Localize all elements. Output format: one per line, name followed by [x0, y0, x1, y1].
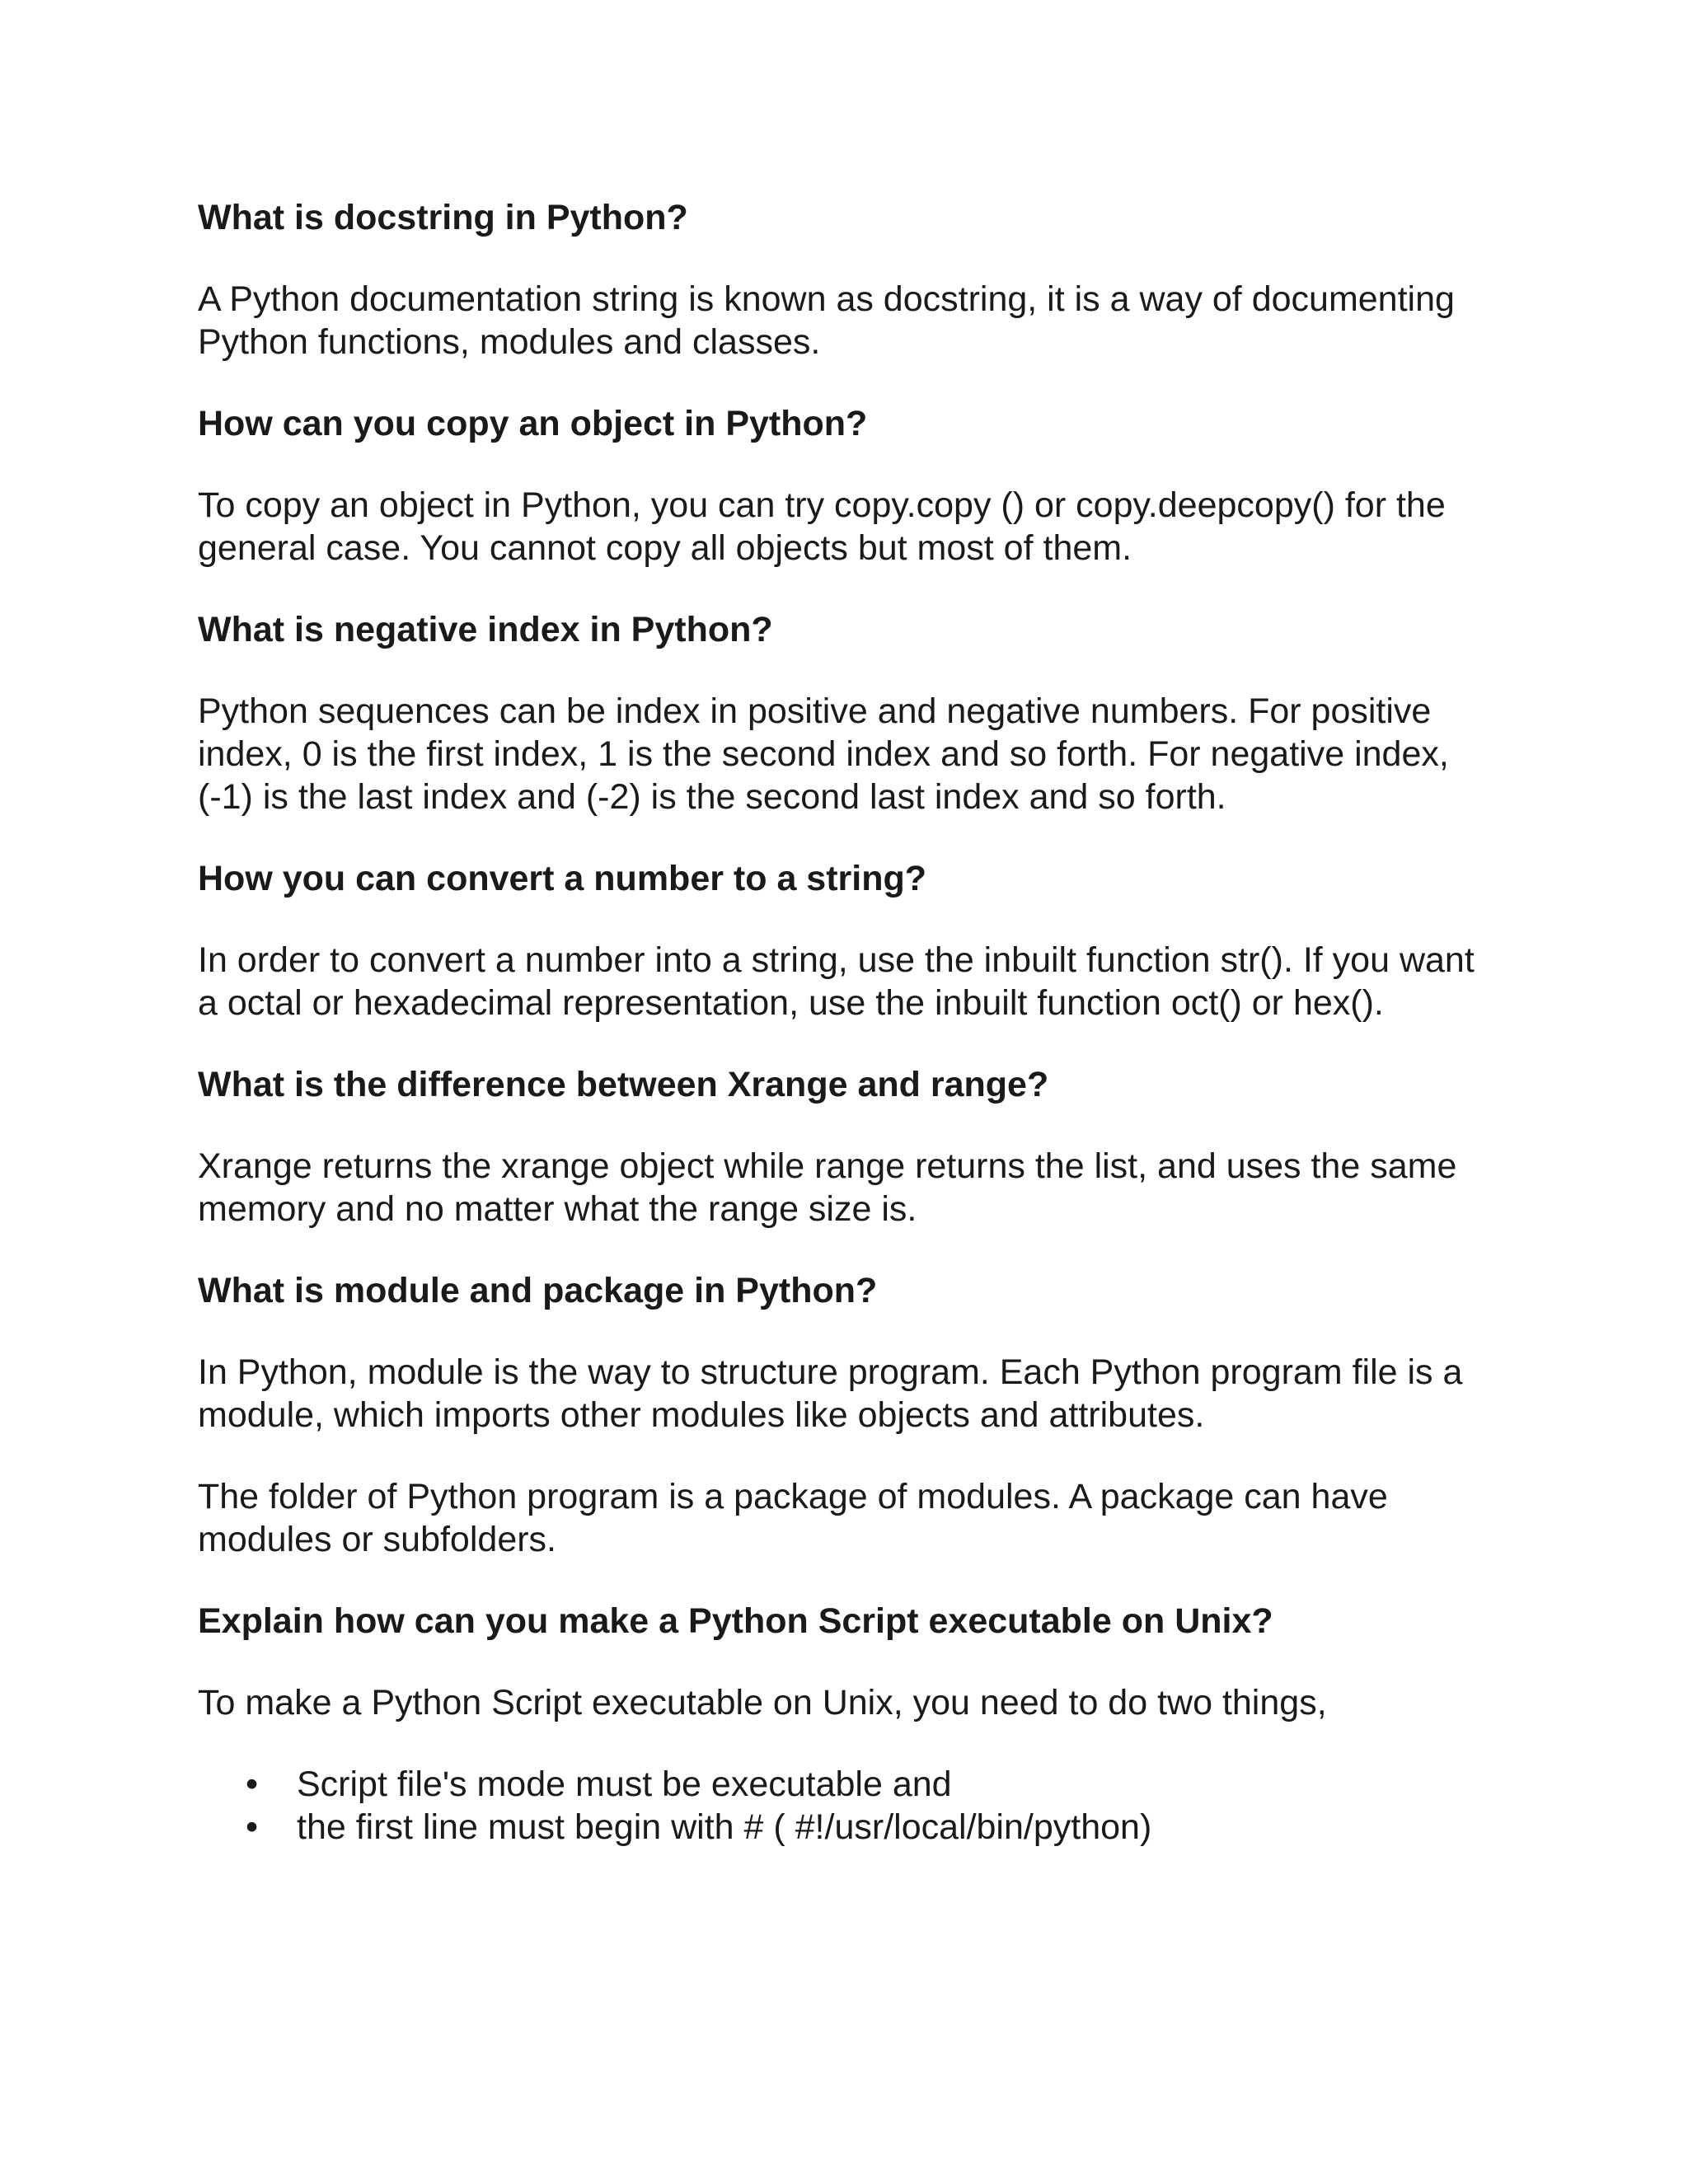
qa-section-copy-object [198, 402, 1484, 569]
answer-paragraph: Xrange returns the xrange object while range returns the list, and uses the same memory and no matter what the range size is. [198, 1146, 1457, 1229]
qa-section-xrange-range [198, 1063, 1484, 1230]
qa-section-negative-index [198, 608, 1484, 818]
answer-paragraph: A Python documentation string is known as docstring, it is a way of documenting Python functions, modules and classes. [198, 279, 1455, 362]
bullet-item [198, 1763, 1484, 1806]
question-heading: Explain how can you make a Python Script executable on Unix? [198, 1601, 1273, 1641]
answer-paragraph: Python sequences can be index in positive and negative numbers. For positive index, 0 is the first index, 1 is the second index and so forth. For negative index, (-1) is the last index and (-2) is the second last index and so forth. [198, 691, 1449, 817]
bullet-glyph: • [246, 1765, 259, 1804]
answer-paragraph: To make a Python Script executable on Unix, you need to do two things, [198, 1683, 1327, 1722]
question-heading: How you can convert a number to a string? [198, 859, 927, 898]
answer-paragraph: To copy an object in Python, you can try copy.copy () or copy.deepcopy() for the general case. You cannot copy all objects but most of them. [198, 485, 1446, 568]
bullet-text: Script file's mode must be executable and [297, 1765, 952, 1804]
bullet-item [198, 1806, 1484, 1849]
answer-paragraph: In order to convert a number into a string, use the inbuilt function str(). If you want a octal or hexadecimal representation, use the inbuilt function oct() or hex(). [198, 940, 1475, 1023]
question-heading: What is module and package in Python? [198, 1271, 878, 1310]
question-heading: What is the difference between Xrange and range? [198, 1065, 1049, 1104]
qa-section-docstring [198, 196, 1484, 363]
qa-section-number-to-string [198, 857, 1484, 1024]
document-page [198, 196, 1484, 1849]
bullet-list [198, 1763, 1484, 1849]
question-heading: How can you copy an object in Python? [198, 404, 868, 443]
question-heading: What is docstring in Python? [198, 198, 688, 237]
qa-section-module-package [198, 1269, 1484, 1561]
question-heading: What is negative index in Python? [198, 610, 773, 649]
qa-section-script-executable [198, 1600, 1484, 1849]
answer-paragraph: In Python, module is the way to structure program. Each Python program file is a module, which imports other modules like objects and attributes. [198, 1352, 1463, 1435]
answer-paragraph: The folder of Python program is a package of modules. A package can have modules or subfolders. [198, 1477, 1388, 1559]
bullet-glyph: • [246, 1807, 259, 1847]
bullet-text: the first line must begin with # ( #!/usr/local/bin/python) [297, 1807, 1152, 1847]
